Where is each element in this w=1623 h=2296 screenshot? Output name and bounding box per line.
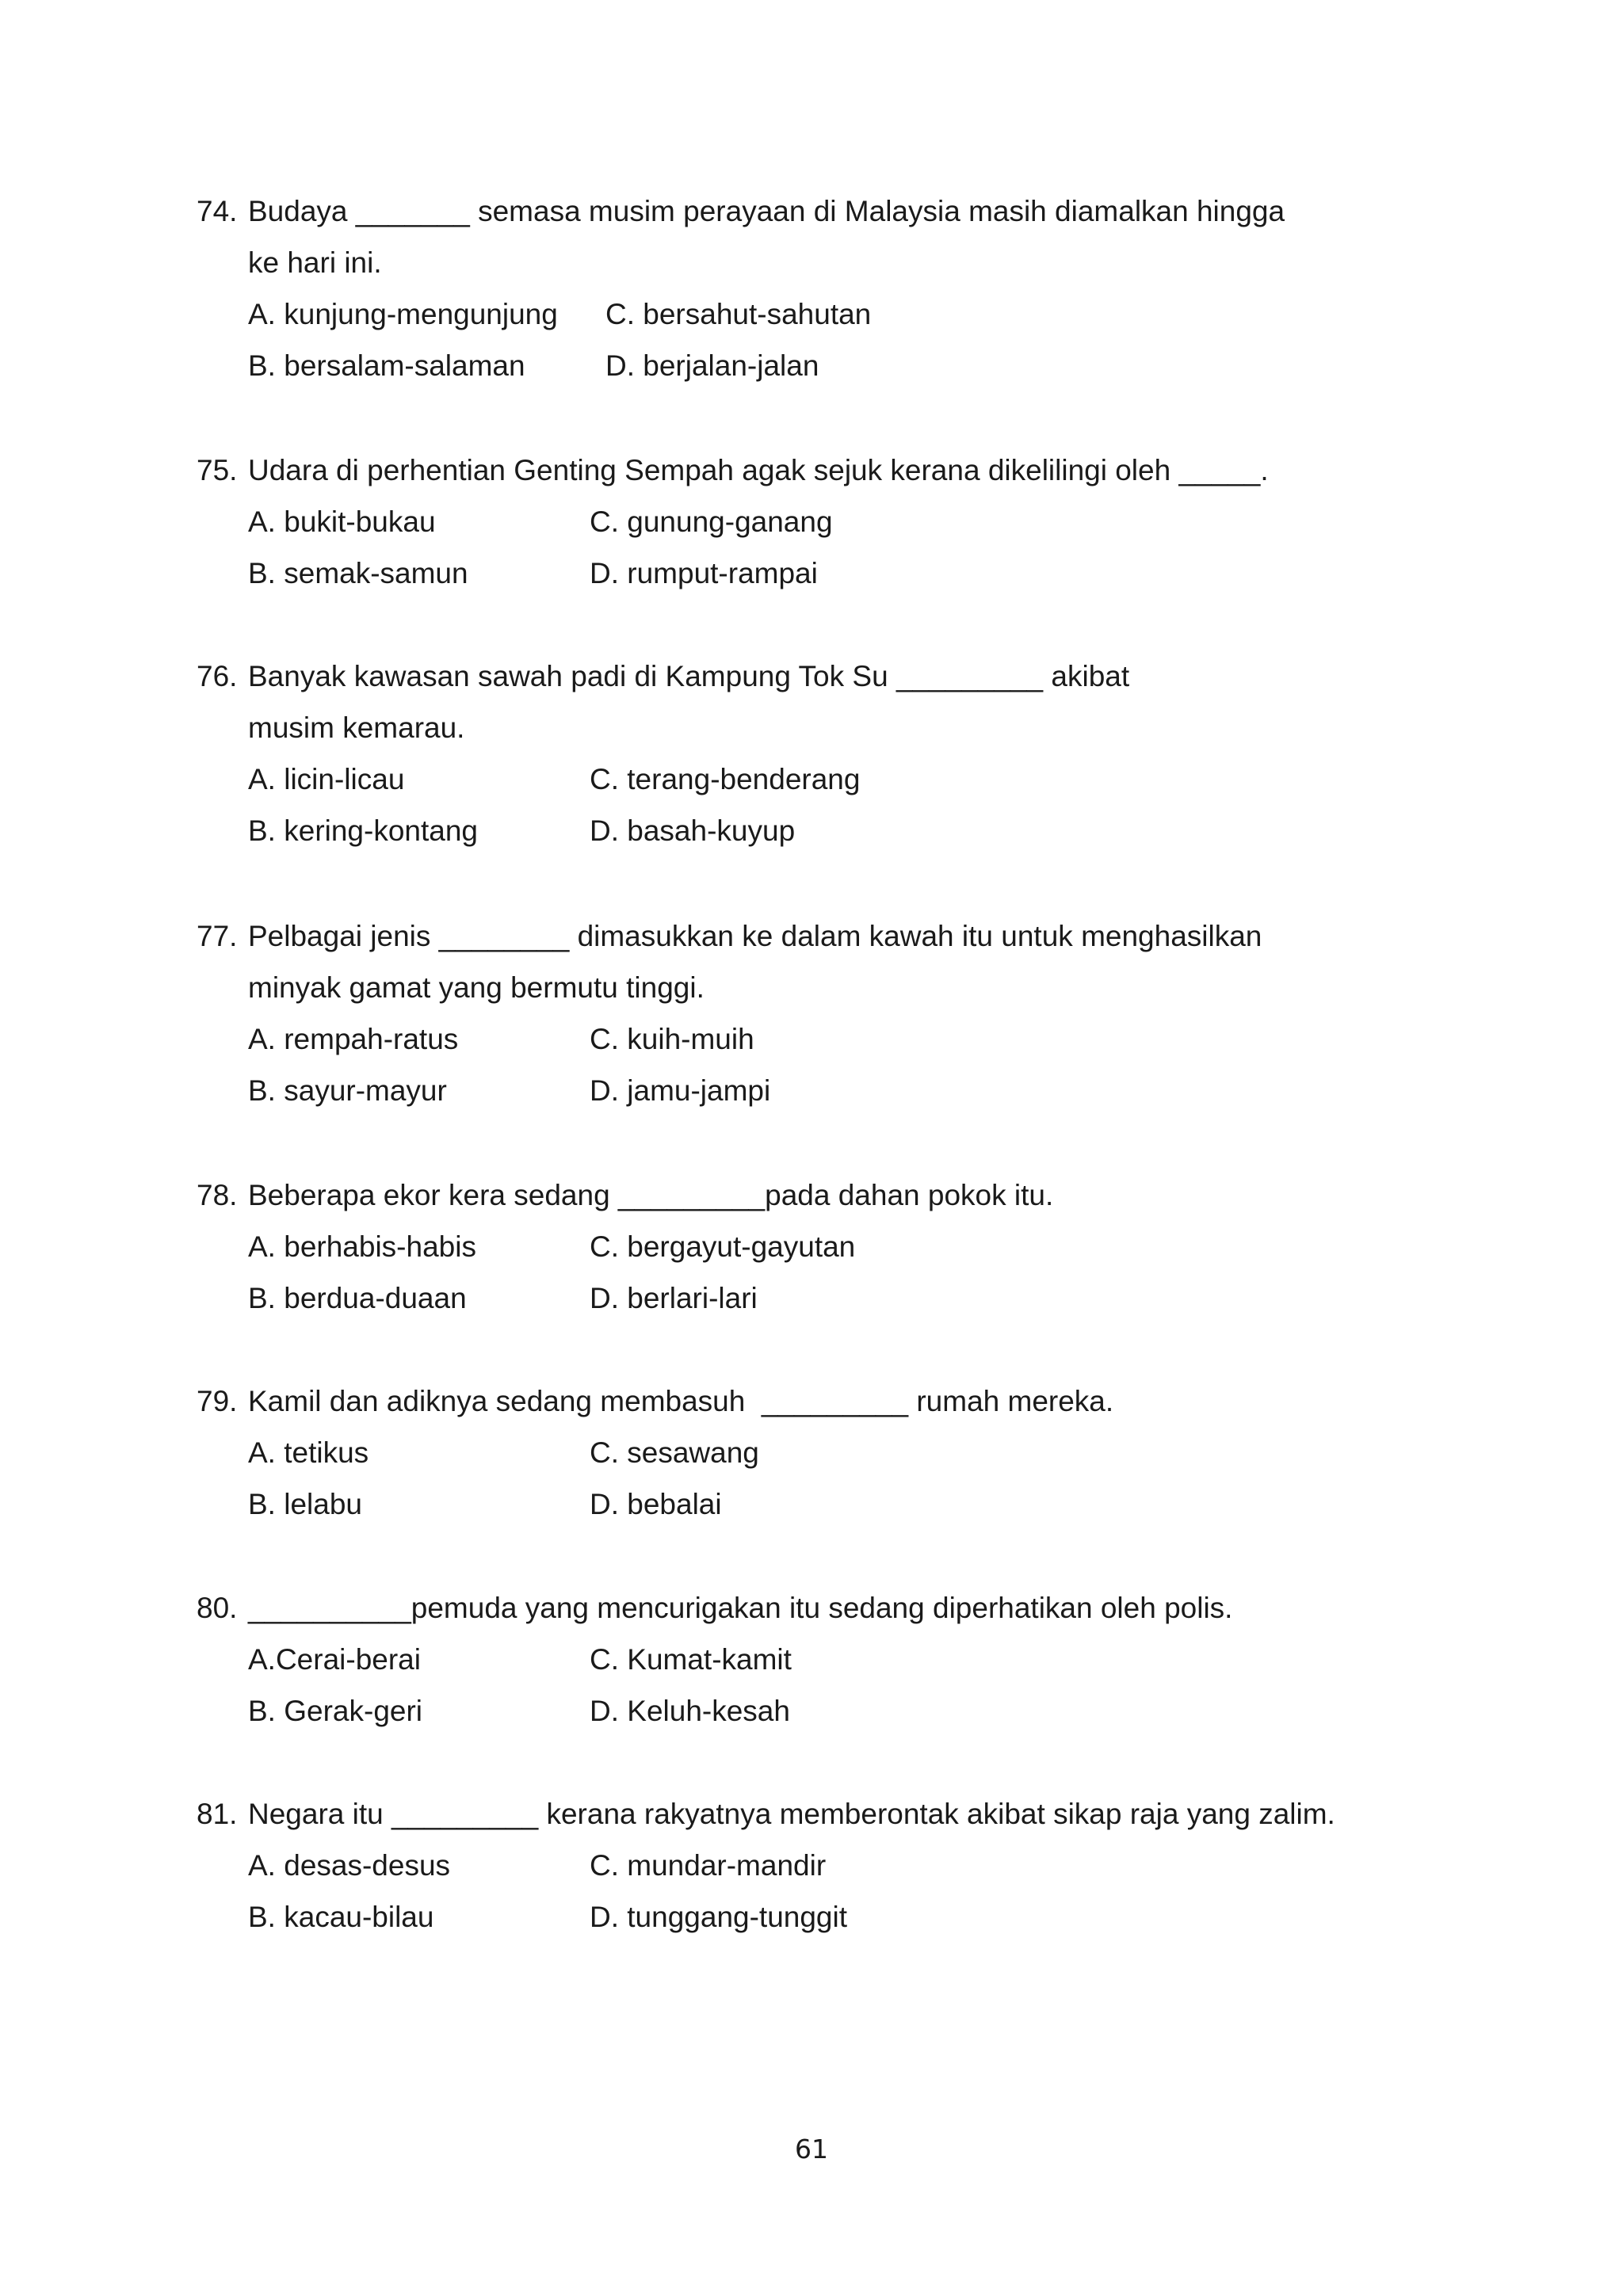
question-stem-line: Banyak kawasan sawah padi di Kampung Tok Su _________ akibat xyxy=(248,660,1130,692)
answer-option: A. rempah-ratus xyxy=(248,1023,459,1055)
answer-option: A.Cerai-berai xyxy=(248,1643,421,1676)
answer-option: C. terang-benderang xyxy=(590,763,861,795)
answer-option: C. gunung-ganang xyxy=(590,505,833,538)
question-stem-line: minyak gamat yang bermutu tinggi. xyxy=(248,971,705,1004)
question-stem-line: __________pemuda yang mencurigakan itu sedang diperhatikan oleh polis. xyxy=(248,1592,1233,1624)
page-number: 61 xyxy=(795,2134,828,2164)
question-number: 75. xyxy=(197,454,238,486)
question-stem-line: Negara itu _________ kerana rakyatnya memberontak akibat sikap raja yang zalim. xyxy=(248,1798,1335,1830)
question-stem-line: Budaya _______ semasa musim perayaan di Malaysia masih diamalkan hingga xyxy=(248,195,1285,227)
answer-option: A. desas-desus xyxy=(248,1849,451,1882)
answer-option: A. tetikus xyxy=(248,1436,369,1469)
question-number: 77. xyxy=(197,920,238,952)
answer-option: B. kering-kontang xyxy=(248,814,479,847)
answer-option: C. Kumat-kamit xyxy=(590,1643,792,1676)
question-stem-line: ke hari ini. xyxy=(248,246,382,279)
answer-option: C. kuih-muih xyxy=(590,1023,754,1055)
answer-option: B. kacau-bilau xyxy=(248,1901,434,1933)
answer-option: D. berlari-lari xyxy=(590,1282,758,1314)
answer-option: D. jamu-jampi xyxy=(590,1074,771,1107)
question-number: 79. xyxy=(197,1385,238,1417)
answer-option: B. berdua-duaan xyxy=(248,1282,467,1314)
question-stem-line: Pelbagai jenis ________ dimasukkan ke dalam kawah itu untuk menghasilkan xyxy=(248,920,1262,952)
answer-option: A. kunjung-mengunjung xyxy=(248,298,558,330)
answer-option: B. Gerak-geri xyxy=(248,1695,423,1727)
question-number: 81. xyxy=(197,1798,238,1830)
answer-option: D. berjalan-jalan xyxy=(605,349,819,382)
answer-option: B. bersalam-salaman xyxy=(248,349,525,382)
answer-option: C. bergayut-gayutan xyxy=(590,1230,856,1263)
answer-option: C. sesawang xyxy=(590,1436,759,1469)
answer-option: B. semak-samun xyxy=(248,557,468,589)
answer-option: D. basah-kuyup xyxy=(590,814,796,847)
question-stem-line: Beberapa ekor kera sedang _________pada dahan pokok itu. xyxy=(248,1179,1054,1211)
answer-option: A. berhabis-habis xyxy=(248,1230,476,1263)
question-stem-line: Kamil dan adiknya sedang membasuh _________ rumah mereka. xyxy=(248,1385,1114,1417)
question-stem-line: musim kemarau. xyxy=(248,711,465,744)
answer-option: C. mundar-mandir xyxy=(590,1849,827,1882)
answer-option: D. Keluh-kesah xyxy=(590,1695,790,1727)
answer-option: A. bukit-bukau xyxy=(248,505,436,538)
answer-option: B. lelabu xyxy=(248,1488,362,1520)
answer-option: D. bebalai xyxy=(590,1488,722,1520)
question-number: 76. xyxy=(197,660,238,692)
question-number: 78. xyxy=(197,1179,238,1211)
question-number: 74. xyxy=(197,195,238,227)
answer-option: D. tunggang-tunggit xyxy=(590,1901,848,1933)
question-number: 80. xyxy=(197,1592,238,1624)
answer-option: A. licin-licau xyxy=(248,763,405,795)
answer-option: D. rumput-rampai xyxy=(590,557,818,589)
question-stem-line: Udara di perhentian Genting Sempah agak sejuk kerana dikelilingi oleh _____. xyxy=(248,454,1269,486)
answer-option: B. sayur-mayur xyxy=(248,1074,447,1107)
answer-option: C. bersahut-sahutan xyxy=(605,298,872,330)
